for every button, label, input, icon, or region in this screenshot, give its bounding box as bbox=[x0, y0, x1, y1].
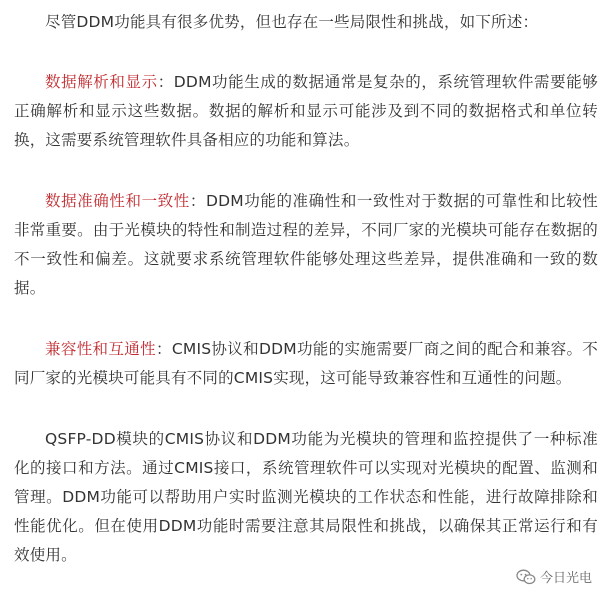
section-parsing-display bbox=[14, 68, 598, 155]
watermark-label: 今日光电 bbox=[540, 571, 593, 586]
section-term: 数据准确性和一致性 bbox=[45, 192, 190, 210]
section-colon: ： bbox=[157, 73, 174, 91]
section-text: DDM功能的准确性和一致性对于数据的可靠性和比较性非常重要。由于光模块的特性和制造过程的差异，不同厂家的光模块可能存在数据的不一致性和偏差。这就要求系统管理软件能够处理这些差异，提供准确和一致的数据。 bbox=[14, 192, 599, 297]
section-colon: ： bbox=[189, 192, 206, 210]
article-body bbox=[14, 8, 598, 570]
section-term: 数据解析和显示 bbox=[45, 73, 158, 91]
section-compatibility bbox=[14, 335, 598, 393]
source-watermark bbox=[516, 567, 592, 586]
section-colon: ： bbox=[155, 340, 172, 358]
section-text: DDM功能生成的数据通常是复杂的，系统管理软件需要能够正确解析和显示这些数据。数据的解析和显示可能涉及到不同的数据格式和单位转换，这需要系统管理软件具备相应的功能和算法。 bbox=[14, 73, 598, 149]
section-accuracy-consistency bbox=[14, 187, 598, 303]
conclusion-paragraph: QSFP-DD模块的CMIS协议和DDM功能为光模块的管理和监控提供了一种标准化的接口和方法。通过CMIS接口，系统管理软件可以实现对光模块的配置、监测和管理。DDM功能可以帮助用户实时监测光模块的工作状态和性能，进行故障排除和性能优化。但在使用DDM功能时需要注意其局限性和挑战，以确保其正常运行和有效使用。 bbox=[14, 430, 598, 564]
section-text: CMIS协议和DDM功能的实施需要厂商之间的配合和兼容。不同厂家的光模块可能具有不同的CMIS实现，这可能导致兼容性和互通性的问题。 bbox=[14, 340, 599, 387]
intro-paragraph: 尽管DDM功能具有很多优势，但也存在一些局限性和挑战，如下所述： bbox=[45, 13, 539, 31]
section-term: 兼容性和互通性 bbox=[45, 340, 156, 358]
wechat-icon bbox=[516, 569, 536, 585]
